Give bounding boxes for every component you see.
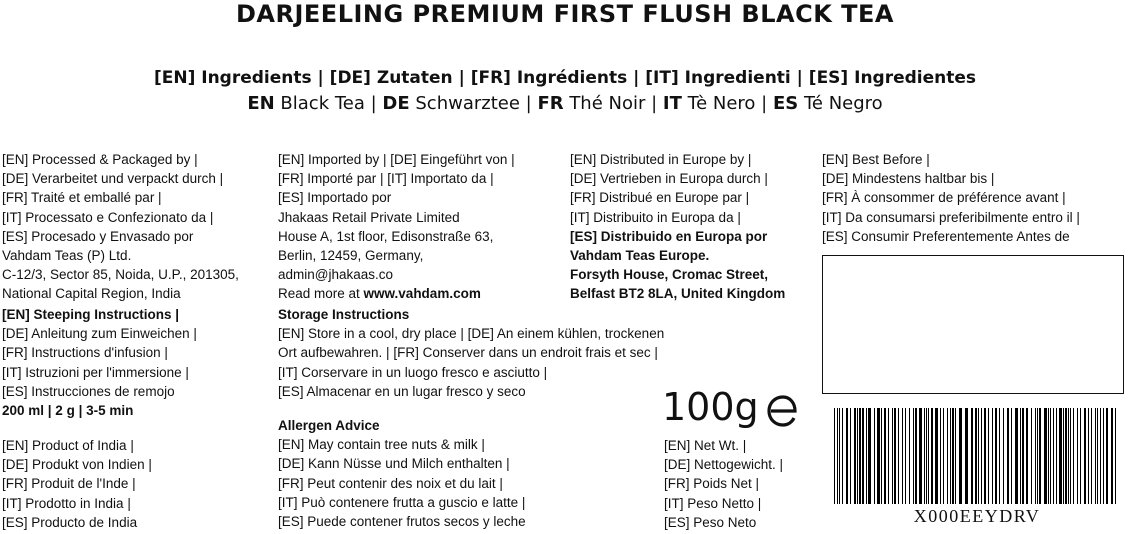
barcode-bar <box>928 408 929 504</box>
barcode-bar <box>955 408 956 504</box>
processed-line: [DE] Verarbeitet und verpackt durch | <box>2 171 224 187</box>
ingredient-lang: FR <box>537 93 564 114</box>
distributed-line: [EN] Distributed in Europe by | <box>570 152 752 167</box>
processed-line: [FR] Traité et emballé par | <box>2 190 162 206</box>
ingredient-text: Schwarztee <box>409 93 520 114</box>
allergen-line: [FR] Peut contenir des noix et du lait | <box>278 475 503 491</box>
barcode-bar <box>1080 408 1081 504</box>
barcode-bar <box>992 408 993 504</box>
barcode-bar <box>1020 408 1021 504</box>
barcode-bar <box>915 408 917 504</box>
barcode-bar <box>1039 408 1041 504</box>
origin-line: [IT] Prodotto in India | <box>2 495 131 511</box>
import-line: Berlin, 12459, Germany, <box>278 247 424 263</box>
ingredient-text: Té Negro <box>798 93 883 114</box>
steeping-line: [IT] Istruzioni per l'immersione | <box>2 364 189 380</box>
storage-line: Ort aufbewahren. | [FR] Conserver dans un endroit frais et sec | <box>278 345 658 361</box>
imported-by-block <box>278 150 515 284</box>
barcode-bar <box>940 408 941 504</box>
net-weight-line: [IT] Peso Netto | <box>664 495 762 511</box>
net-weight-line: [FR] Poids Net | <box>664 476 760 492</box>
barcode-bar <box>935 408 938 504</box>
net-weight-value: 100g <box>662 385 759 429</box>
storage-heading: Storage Instructions <box>278 307 410 322</box>
barcode-bar <box>1095 408 1096 504</box>
barcode-bar <box>1022 408 1024 504</box>
import-line: House A, 1st floor, Edisonstraße 63, <box>278 228 494 244</box>
allergen-line: [DE] Kann Nüsse und Milch enthalten | <box>278 456 510 472</box>
barcode-bar <box>837 408 838 504</box>
allergen-block <box>278 416 526 531</box>
ingredient-lang: DE <box>382 93 410 114</box>
net-weight-line: [DE] Nettogewicht. | <box>664 457 784 473</box>
barcode-bar <box>1053 408 1054 504</box>
barcode-bar <box>1011 408 1012 504</box>
barcode-bar <box>978 408 979 504</box>
barcode-bar <box>888 408 889 504</box>
barcode-bar <box>839 408 840 504</box>
barcode-bar <box>909 408 910 504</box>
barcode-bar <box>1100 408 1101 504</box>
barcode-bar <box>1050 408 1051 504</box>
best-before-line: [IT] Da consumarsi preferibilmente entro il | <box>822 209 1080 225</box>
barcode-bar <box>950 408 951 504</box>
barcode-bar <box>959 408 962 504</box>
origin-line: [EN] Product of India | <box>2 438 134 453</box>
best-before-line: [ES] Consumir Preferentemente Antes de <box>822 228 1070 244</box>
barcode-bar <box>952 408 954 504</box>
barcode-bar <box>842 408 843 504</box>
barcode-bar <box>924 408 925 504</box>
ingredients-line <box>0 93 1130 115</box>
barcode-bar <box>1073 408 1074 504</box>
barcode-bar <box>1037 408 1038 504</box>
processed-line: C-12/3, Sector 85, Noida, U.P., 201305, <box>2 267 239 283</box>
origin-line: [DE] Produkt von Indien | <box>2 457 152 473</box>
barcode-bar <box>1070 408 1071 504</box>
best-before-line: [FR] À consommer de préférence avant | <box>822 190 1066 206</box>
distributed-line: Belfast BT2 8LA, United Kingdom <box>570 286 786 302</box>
barcode-bar <box>854 408 856 504</box>
barcode-bar <box>975 408 977 504</box>
barcode-bar <box>1065 408 1067 504</box>
import-line: admin@jhakaas.co <box>278 267 394 283</box>
steeping-line: [ES] Instrucciones de remojo <box>2 383 175 399</box>
best-before-date-box <box>822 255 1124 394</box>
processed-by-block <box>2 150 239 304</box>
processed-line: [EN] Processed & Packaged by | <box>2 152 198 167</box>
ingredient-lang: EN <box>247 93 275 114</box>
barcode-bar <box>1063 408 1064 504</box>
storage-line: [ES] Almacenar en un lugar fresco y seco <box>278 383 526 399</box>
barcode-bar <box>1056 408 1057 504</box>
steeping-block <box>2 305 197 420</box>
allergen-line: [IT] Può contenere frutta a guscio e latte | <box>278 494 526 510</box>
barcode-bar <box>866 408 867 504</box>
distributed-line: [FR] Distribué en Europe par | <box>570 190 750 206</box>
net-weight-block <box>664 436 783 532</box>
steeping-line: [FR] Instructions d'infusion | <box>2 345 168 361</box>
import-line: [EN] Imported by | [DE] Eingeführt von | <box>278 152 515 167</box>
product-title: DARJEELING PREMIUM FIRST FLUSH BLACK TEA <box>236 0 894 28</box>
ingredient-lang: IT <box>662 93 682 114</box>
allergen-heading: Allergen Advice <box>278 418 380 433</box>
barcode-bar <box>965 408 968 504</box>
origin-block <box>2 436 152 532</box>
ingredients-heading: [EN] Ingredients | [DE] Zutaten | [FR] Ingrédients | [IT] Ingredienti | [ES] Ingredientes <box>153 68 977 88</box>
processed-line: [IT] Processato e Confezionato da | <box>2 209 214 225</box>
barcode-bar <box>1068 408 1069 504</box>
barcode-bar <box>894 408 896 504</box>
ingredient-lang: ES <box>772 93 799 114</box>
processed-line: National Capital Region, India <box>2 286 181 302</box>
barcode-bar <box>898 408 899 504</box>
barcode-bar <box>859 408 861 504</box>
ingredient-text: Black Tea <box>274 93 365 114</box>
allergen-line: [EN] May contain tree nuts & milk | <box>278 437 485 453</box>
barcode-bar <box>947 408 948 504</box>
net-weight-line: [ES] Peso Neto <box>664 514 757 530</box>
barcode-bar <box>846 408 848 504</box>
read-more-line <box>278 284 481 303</box>
barcode-bar <box>850 408 851 504</box>
barcode-bar <box>881 408 882 504</box>
barcode-bar <box>1003 408 1004 504</box>
barcode-bar <box>995 408 997 504</box>
barcode-bar <box>1084 408 1086 504</box>
barcode-bar <box>892 408 893 504</box>
storage-line: [IT] Corservare in un luogo fresco e asciutto | <box>278 364 548 380</box>
origin-line: [FR] Produit de l'Inde | <box>2 476 136 492</box>
barcode-bar <box>988 408 989 504</box>
separator: | <box>755 93 773 114</box>
barcode-bar <box>1015 408 1018 504</box>
barcode-bar <box>1026 408 1028 504</box>
barcode-bar <box>877 408 880 504</box>
barcode-bar <box>1103 408 1104 504</box>
steeping-line: [DE] Anleitung zum Einweichen | <box>2 326 197 342</box>
separator: | <box>519 93 538 114</box>
steeping-params: 200 ml | 2 g | 3-5 min <box>2 402 134 418</box>
barcode-bar <box>1031 408 1032 504</box>
barcode-bar <box>919 408 922 504</box>
barcode-bar <box>902 408 903 504</box>
ingredient-text: Thé Noir <box>563 93 646 114</box>
barcode-bar <box>1106 408 1108 504</box>
barcode-bar <box>834 408 835 504</box>
steeping-heading: [EN] Steeping Instructions | <box>2 307 180 322</box>
barcode-bar <box>1035 408 1036 504</box>
storage-line: [EN] Store in a cool, dry place | [DE] An einem kühlen, trockenen <box>278 326 665 342</box>
barcode-bar <box>1044 408 1047 504</box>
barcode-bar <box>1059 408 1062 504</box>
barcode-bar <box>971 408 973 504</box>
barcode-bar <box>931 408 933 504</box>
barcode-bar <box>926 408 927 504</box>
import-line: Jhakaas Retail Private Limited <box>278 209 460 225</box>
barcode-bar <box>905 408 906 504</box>
allergen-line: [ES] Puede contener frutos secos y leche <box>278 513 526 529</box>
barcode-bar <box>984 408 986 504</box>
distributed-by-block <box>570 150 785 304</box>
processed-line: Vahdam Teas (P) Ltd. <box>2 247 132 263</box>
net-weight-line: [EN] Net Wt. | <box>664 438 747 453</box>
import-line: [ES] Importado por <box>278 190 392 206</box>
best-before-line: [DE] Mindestens haltbar bis | <box>822 171 995 187</box>
barcode-bar <box>913 408 914 504</box>
barcode-bar <box>874 408 875 504</box>
barcode-bar <box>981 408 982 504</box>
barcode-bar <box>1048 408 1049 504</box>
barcode-image <box>834 408 1120 504</box>
ingredient-text: Tè Nero <box>681 93 756 114</box>
import-line: [FR] Importé par | [IT] Importato da | <box>278 171 494 187</box>
distributed-line: Vahdam Teas Europe. <box>570 247 710 263</box>
distributed-line: [DE] Vertrieben in Europa durch | <box>570 171 768 187</box>
barcode-bar <box>943 408 944 504</box>
processed-line: [ES] Procesado y Envasado por <box>2 228 194 244</box>
distributed-line: Forsyth House, Cromac Street, <box>570 267 769 283</box>
barcode-bar <box>868 408 871 504</box>
separator: | <box>645 93 663 114</box>
barcode-bar <box>1091 408 1092 504</box>
best-before-line: [EN] Best Before | <box>822 152 930 167</box>
distributed-line: [ES] Distribuido en Europa por <box>570 228 768 244</box>
website-link[interactable]: www.vahdam.com <box>363 286 481 301</box>
separator: | <box>364 93 383 114</box>
barcode-bar <box>857 408 858 504</box>
barcode-bar <box>999 408 1000 504</box>
estimated-sign-icon <box>762 390 804 432</box>
barcode-bar <box>1115 408 1116 504</box>
best-before-block <box>822 150 1080 246</box>
barcode-text: X000EEYDRV <box>913 506 1041 526</box>
barcode-bar <box>1111 408 1113 504</box>
barcode-bar <box>1077 408 1078 504</box>
barcode-bar <box>1007 408 1009 504</box>
storage-block <box>278 305 664 401</box>
barcode-bar <box>1097 408 1098 504</box>
barcode-bar <box>1088 408 1089 504</box>
read-more-prefix: Read more at <box>278 286 364 301</box>
origin-line: [ES] Producto de India <box>2 514 138 530</box>
distributed-line: [IT] Distribuito in Europa da | <box>570 209 741 225</box>
barcode-bar <box>862 408 864 504</box>
barcode-bar <box>884 408 886 504</box>
